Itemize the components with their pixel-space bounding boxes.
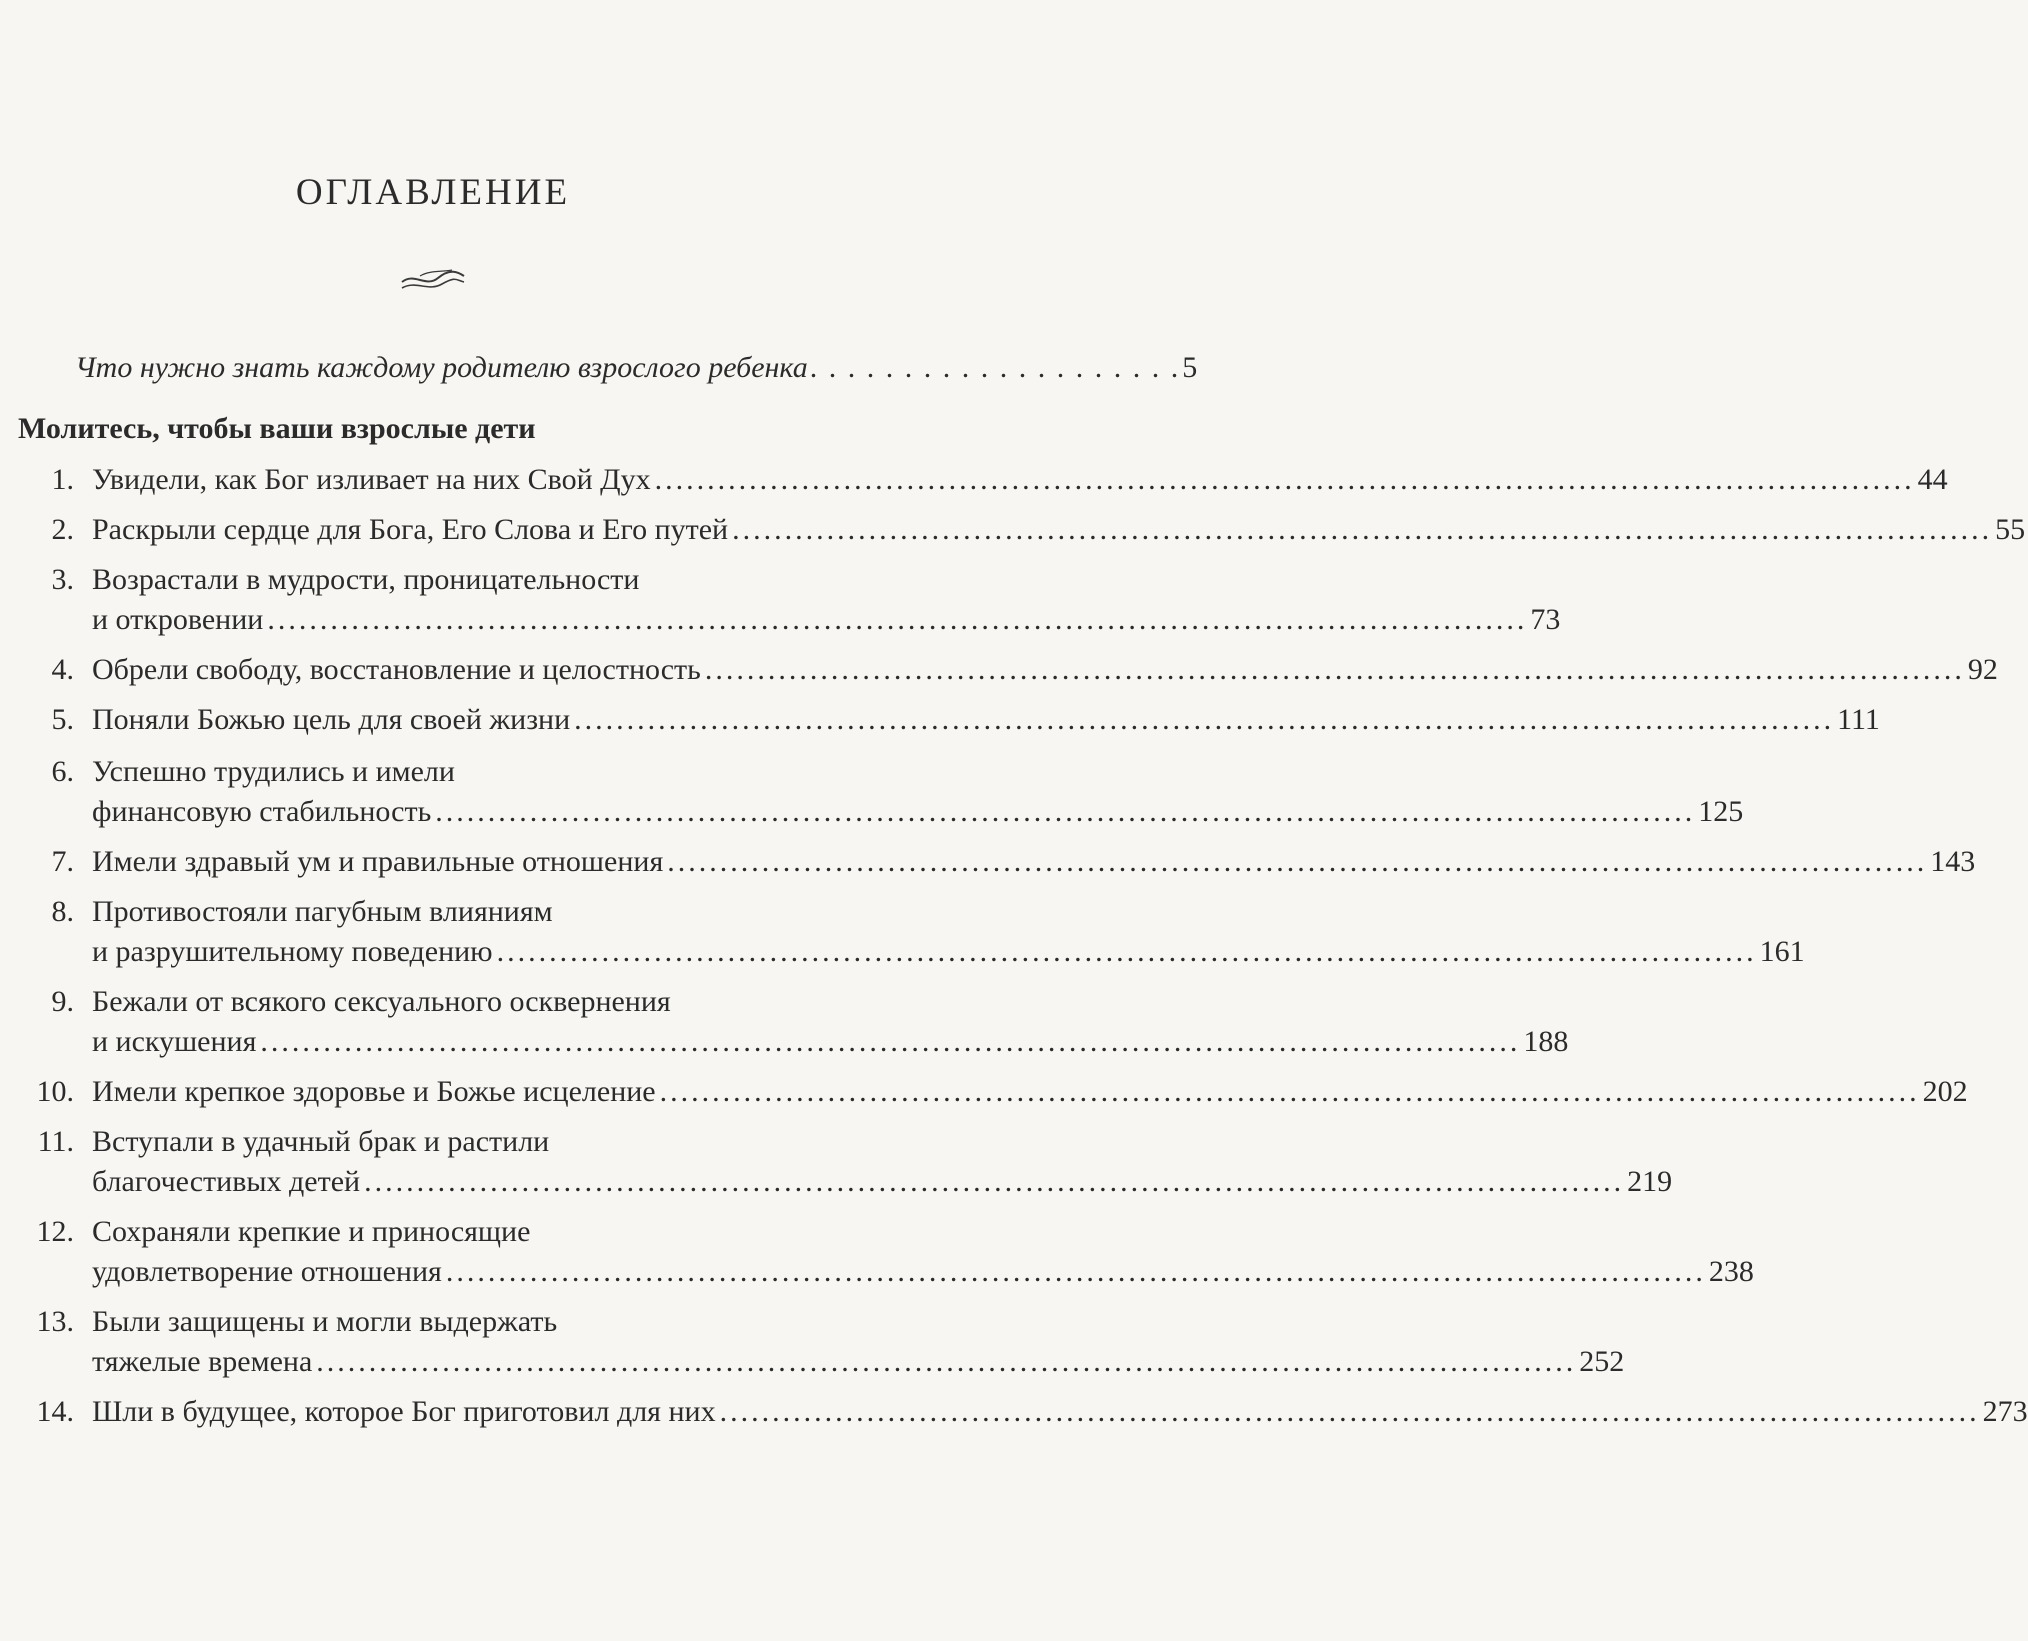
toc-entry-last-line [92,460,1948,500]
toc-entry-page: 73 [1530,603,1561,636]
dot-leader: ........................................................................................................................ [267,603,1528,636]
toc-entry-title: Поняли Божью цель для своей жизни [92,703,571,736]
toc-entry-number: 2. [51,513,74,546]
swash-ornament-icon [400,268,466,294]
toc-entry-last-line [92,600,1560,640]
toc-entry-number: 1. [51,463,74,496]
toc-entry-last-line [92,510,2025,550]
toc-entry-body [92,842,1975,882]
toc-entry[interactable] [18,1122,1673,1202]
toc-entry-page: 111 [1837,703,1880,736]
toc-entry[interactable] [18,1212,1754,1292]
toc-entry-body [92,560,1560,640]
toc-entry-number: 5. [51,703,74,736]
toc-entry[interactable] [18,460,1948,500]
toc-entry-body [92,892,1805,972]
toc-entry-page: 273 [1982,1395,2028,1428]
toc-entry-body [92,650,1998,690]
dot-leader: ........................................................................................................................ [667,845,1928,878]
toc-entry-title-line2: тяжелые времена [92,1345,313,1378]
toc-entry-title-line1: Бежали от всякого сексуального осквернения [92,985,671,1018]
toc-entry-number: 10. [36,1075,74,1108]
dot-leader: ........................................................................................................................ [364,1165,1625,1198]
toc-entry-body [92,460,1948,500]
toc-entry-page: 202 [1922,1075,1968,1108]
toc-entry-last-line [92,1162,1672,1202]
toc-entry-title-line2: и разрушительному поведению [92,935,493,968]
toc-entry-title: Имели крепкое здоровье и Божье исцеление [92,1075,656,1108]
toc-entry-title-line2: удовлетворение отношения [92,1255,442,1288]
toc-entry[interactable] [18,560,1561,640]
toc-entry-page: 161 [1759,935,1805,968]
toc-entry-title-line1: Успешно трудились и имели [92,755,455,788]
toc-entry-body [92,982,1568,1062]
toc-entry-body [92,700,1880,740]
toc-entry-last-line [92,842,1975,882]
toc-entry-body [92,1392,2028,1432]
toc-entry-page: 238 [1708,1255,1754,1288]
toc-entry-page: 188 [1523,1025,1569,1058]
toc-entry-last-line [92,1022,1568,1062]
toc-entry-page: 252 [1579,1345,1625,1378]
toc-entry-last-line [92,700,1880,740]
toc-entry-title-line1: Вступали в удачный брак и растили [92,1125,550,1158]
toc-entry-title-line2: и откровении [92,603,264,636]
toc-entry-body [92,1302,1624,1382]
toc-entry[interactable] [18,842,1976,882]
toc-entry-title-line2: и искушения [92,1025,257,1058]
dot-leader: ........................................................................................................................ [654,463,1915,496]
toc-entry[interactable] [18,1302,1625,1382]
toc-entry-number: 4. [51,653,74,686]
toc-entry[interactable] [18,752,1744,832]
toc-entry[interactable] [18,1072,1968,1112]
toc-entry-title: Обрели свободу, восстановление и целостность [92,653,701,686]
toc-entry[interactable] [18,650,1998,690]
toc-entry-last-line [92,1392,2028,1432]
toc-entry[interactable] [18,510,2026,550]
toc-entry-last-line [92,650,1998,690]
page-title: ОГЛАВЛЕНИЕ [295,172,571,213]
toc-entry-title-line1: Возрастали в мудрости, проницательности [92,563,640,596]
toc-entry-last-line [92,1072,1968,1112]
toc-entry-number: 7. [51,845,74,878]
dot-leader: ........................................................................................................................ [574,703,1835,736]
dot-leader: ........................................................................................................................ [260,1025,1521,1058]
toc-entry-last-line [92,1252,1754,1292]
intro-entry-title: Что нужно знать каждому родителю взрослого ребенка [75,351,808,384]
dot-leader: ........................................................................................................................ [704,653,1965,686]
toc-entry-title-line1: Были защищены и могли выдержать [92,1305,558,1338]
dot-leader: ........................................................................................................................ [732,513,1993,546]
intro-entry[interactable] [75,350,1198,386]
toc-entry-page: 92 [1967,653,1998,686]
toc-entry-page: 143 [1930,845,1976,878]
toc-entry-number: 12. [36,1215,74,1248]
toc-entry-title-line2: благочестивых детей [92,1165,361,1198]
toc-entry-last-line [92,792,1743,832]
toc-entry-page: 125 [1698,795,1744,828]
section-heading: Молитесь, чтобы ваши взрослые дети [18,412,536,445]
toc-entry-title-line2: финансовую стабильность [92,795,432,828]
toc-entry-number: 6. [51,755,74,788]
toc-entry-body [92,1212,1754,1292]
toc-entry-page: 44 [1917,463,1948,496]
toc-entry-title-line1: Противостояли пагубным влияниям [92,895,553,928]
dot-leader: ........................................................................................................................ [435,795,1696,828]
toc-entry-body [92,510,2025,550]
toc-entry-body [92,752,1743,832]
toc-entry-body [92,1072,1968,1112]
toc-entry-title: Увидели, как Бог изливает на них Свой Дух [92,463,651,496]
dot-leader: ........................................................................................................................ [316,1345,1577,1378]
toc-entry-number: 13. [36,1305,74,1338]
toc-entry[interactable] [18,982,1569,1062]
toc-entry-title-line1: Сохраняли крепкие и приносящие [92,1215,531,1248]
dot-leader: . . . . . . . . . . . . . . . . . . . . [809,351,1181,384]
toc-entry-number: 14. [36,1395,74,1428]
dot-leader: ........................................................................................................................ [659,1075,1920,1108]
toc-entry-body [92,1122,1672,1202]
toc-entry-title: Раскрыли сердце для Бога, Его Слова и Его путей [92,513,729,546]
intro-entry-page: 5 [1182,351,1198,384]
toc-entry-title: Имели здравый ум и правильные отношения [92,845,664,878]
toc-entry-last-line [92,1342,1624,1382]
toc-entry-number: 3. [51,563,74,596]
toc-entry-title: Шли в будущее, которое Бог приготовил для них [92,1395,716,1428]
toc-entry-page: 219 [1627,1165,1673,1198]
toc-entry[interactable] [18,892,1805,972]
dot-leader: ........................................................................................................................ [445,1255,1706,1288]
toc-entry-number: 11. [37,1125,74,1158]
dot-leader: ........................................................................................................................ [496,935,1757,968]
dot-leader: ........................................................................................................................ [719,1395,1980,1428]
toc-entry-number: 8. [51,895,74,928]
toc-entry[interactable] [18,1392,2028,1432]
toc-entry-number: 9. [51,985,74,1018]
toc-entry-last-line [92,932,1805,972]
toc-entry-page: 55 [1995,513,2026,546]
toc-entry[interactable] [18,700,1880,740]
